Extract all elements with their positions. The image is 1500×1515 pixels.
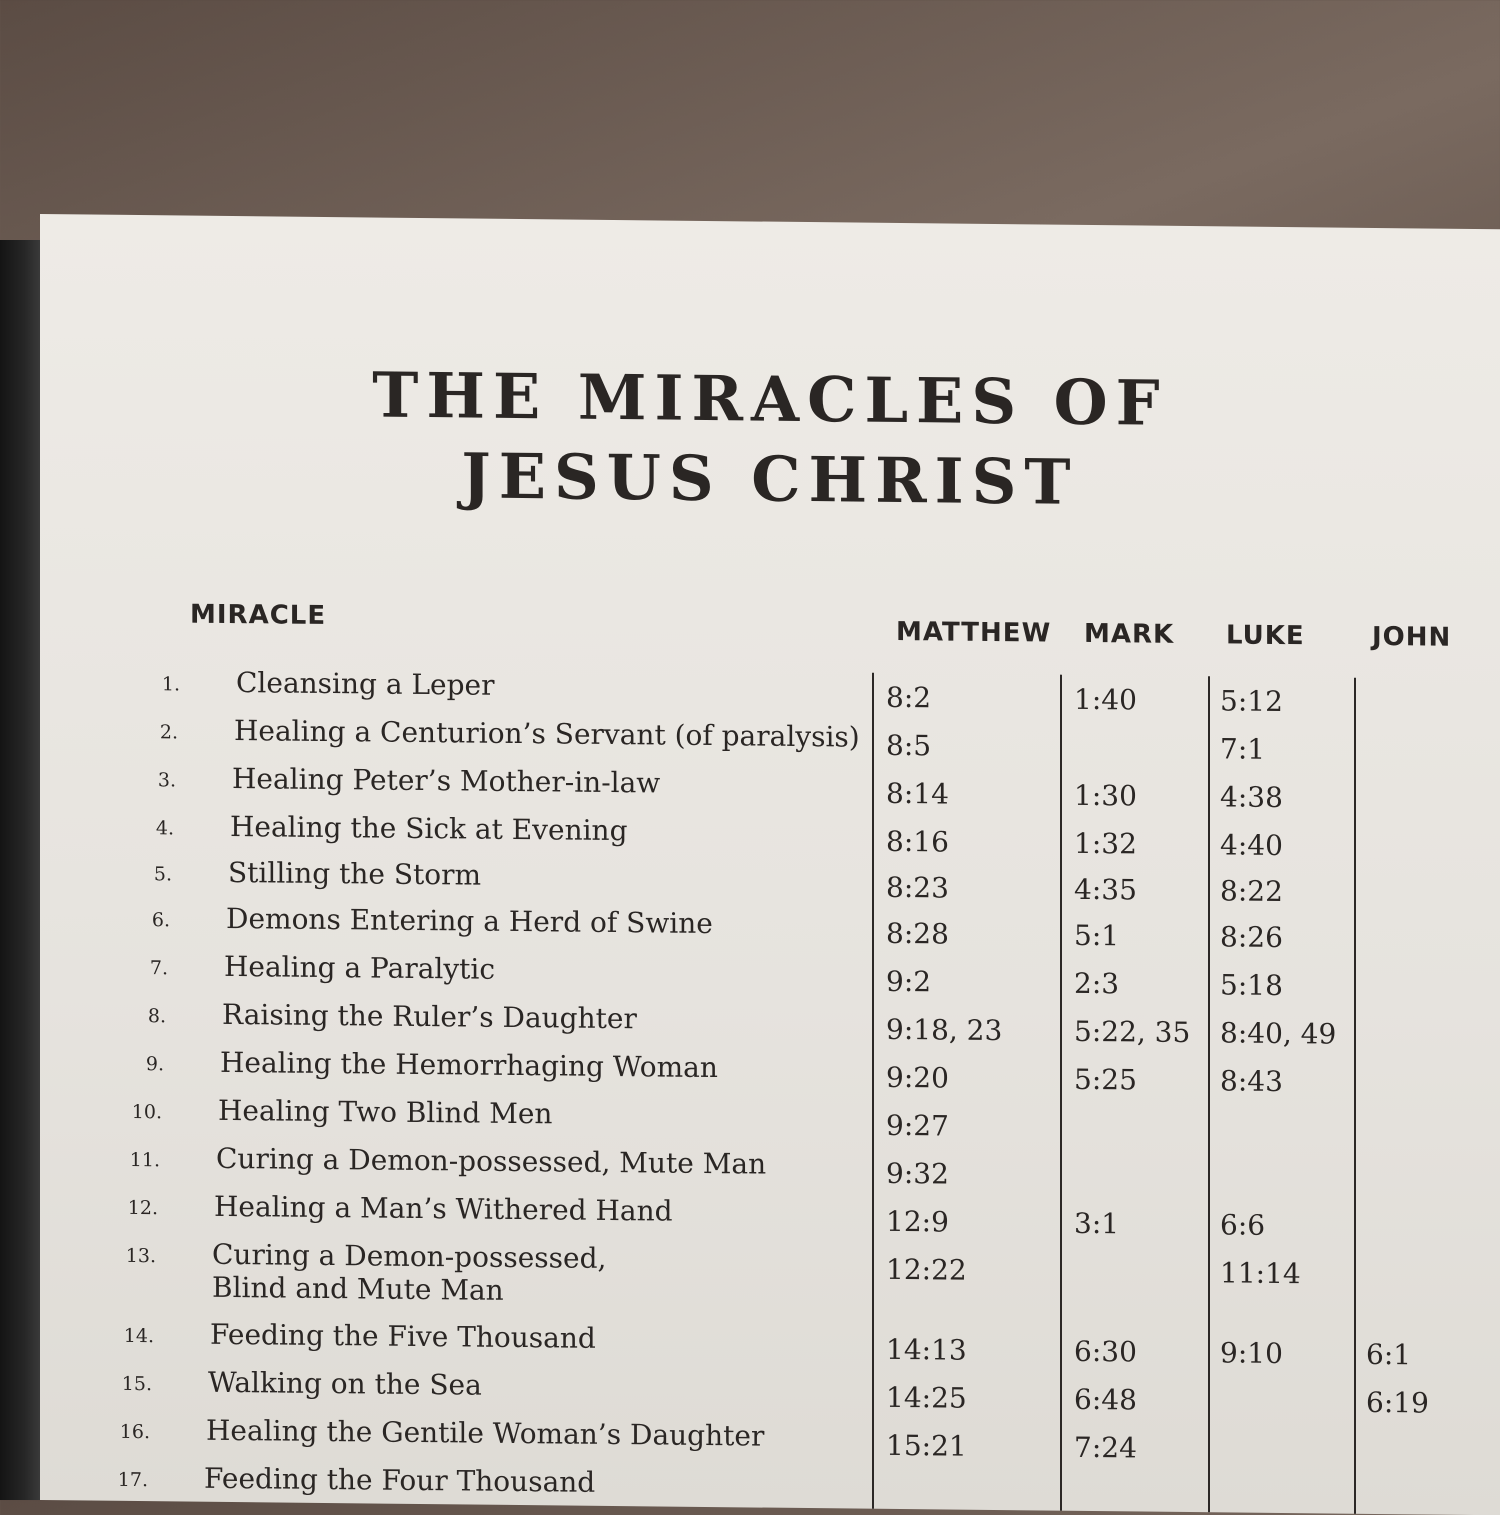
miracle-name (208, 1366, 482, 1402)
ref-matthew: 9:27 (886, 1108, 949, 1143)
row-number: 12. (127, 1196, 158, 1220)
row-number: 3. (157, 769, 176, 792)
ref-mark: 6:48 (1074, 1382, 1137, 1417)
miracle-name (206, 1414, 764, 1453)
ref-luke: 8:43 (1220, 1064, 1283, 1099)
ref-matthew: 12:22 (886, 1252, 967, 1287)
miracle-name (234, 714, 860, 754)
ref-matthew: 14:25 (886, 1380, 967, 1415)
ref-luke: 11:14 (1220, 1256, 1301, 1291)
miracle-name (226, 902, 713, 940)
ref-mark: 7:24 (1074, 1430, 1137, 1465)
miracle-name-line-1: Healing the Gentile Woman’s Daughter (206, 1413, 765, 1453)
ref-matthew: 8:5 (886, 728, 932, 763)
miracles-table (40, 594, 1500, 1515)
ref-mark: 6:30 (1074, 1334, 1137, 1369)
ref-luke: 9:10 (1220, 1336, 1283, 1371)
miracle-name-line-1: Healing Two Blind Men (218, 1093, 553, 1131)
ref-luke: 5:12 (1220, 684, 1283, 719)
ref-luke: 4:40 (1220, 828, 1283, 863)
miracle-name-line-1: Healing a Centurion’s Servant (of paralysis) (234, 714, 860, 754)
row-number: 14. (123, 1324, 154, 1348)
title-line-1: THE MIRACLES OF (372, 358, 1168, 440)
miracle-name-line-1: Feeding the Four Thousand (204, 1461, 596, 1499)
ref-luke: 7:1 (1220, 732, 1266, 766)
ref-luke: 5:18 (1220, 968, 1283, 1003)
ref-luke: 4:38 (1220, 780, 1283, 815)
ref-luke: 8:26 (1220, 920, 1283, 955)
miracle-name-line-1: Healing Peter’s Mother-in-law (232, 762, 661, 800)
ref-john: 6:1 (1366, 1337, 1412, 1372)
column-header-matthew: MATTHEW (896, 616, 1052, 649)
miracle-name (210, 1318, 596, 1355)
ref-matthew: 14:13 (886, 1332, 967, 1367)
column-header-mark: MARK (1084, 618, 1175, 650)
row-number: 13. (125, 1244, 156, 1268)
row-number: 1. (161, 673, 180, 696)
miracle-name (212, 1238, 606, 1308)
row-number: 17. (117, 1468, 148, 1492)
miracle-name (224, 950, 495, 986)
miracle-name-line-1: Stilling the Storm (228, 855, 482, 892)
ref-mark: 5:25 (1074, 1062, 1137, 1097)
row-number: 4. (155, 817, 174, 840)
ref-matthew: 9:18, 23 (886, 1012, 1003, 1048)
row-number: 15. (121, 1372, 152, 1396)
miracle-name (214, 1190, 673, 1228)
column-header-miracle: MIRACLE (190, 599, 327, 631)
ref-mark: 2:3 (1074, 966, 1120, 1001)
row-number: 16. (119, 1420, 150, 1444)
ref-matthew: 8:2 (886, 680, 932, 715)
miracle-name-line-1: Healing a Paralytic (224, 949, 496, 986)
miracle-name-line-1: Walking on the Sea (208, 1365, 482, 1402)
ref-matthew: 8:23 (886, 870, 949, 905)
miracle-name (204, 1462, 595, 1499)
ref-mark: 1:40 (1074, 682, 1137, 717)
miracle-name (230, 810, 628, 847)
miracle-name (232, 762, 660, 799)
ref-luke: 8:40, 49 (1220, 1016, 1337, 1051)
page-title (40, 352, 1500, 527)
ref-mark: 5:1 (1074, 918, 1120, 953)
miracle-name-line-1: Healing a Man’s Withered Hand (214, 1189, 673, 1228)
miracle-name (236, 666, 495, 702)
miracle-name-line-1: Healing the Hemorrhaging Woman (220, 1045, 718, 1085)
miracle-name (222, 998, 637, 1035)
title-line-2: JESUS CHRIST (461, 439, 1079, 519)
ref-mark: 4:35 (1074, 872, 1137, 907)
row-number: 5. (153, 863, 172, 886)
ref-mark: 1:32 (1074, 826, 1137, 861)
miracle-name-line-1: Curing a Demon-possessed, (212, 1237, 607, 1275)
ref-matthew: 9:2 (886, 964, 932, 999)
ref-matthew: 8:16 (886, 824, 949, 859)
miracle-name-line-1: Curing a Demon-possessed, Mute Man (216, 1141, 767, 1181)
ref-matthew: 8:14 (886, 776, 949, 811)
ref-matthew: 8:28 (886, 916, 949, 951)
ref-mark: 5:22, 35 (1074, 1014, 1191, 1050)
book-page (40, 214, 1500, 1515)
row-number: 10. (131, 1100, 162, 1124)
miracle-name-line-1: Healing the Sick at Evening (230, 809, 628, 848)
column-header-john: JOHN (1372, 621, 1452, 653)
miracle-name-line-1: Feeding the Five Thousand (210, 1317, 596, 1355)
ref-luke: 6:6 (1220, 1208, 1266, 1242)
miracle-name (228, 856, 481, 892)
ref-john: 6:19 (1366, 1385, 1429, 1420)
miracle-name (216, 1142, 766, 1181)
row-number: 7. (149, 957, 168, 980)
miracle-name-line-1: Raising the Ruler’s Daughter (222, 997, 637, 1036)
ref-matthew: 15:21 (886, 1428, 967, 1463)
row-number: 6. (151, 909, 170, 932)
miracle-name (218, 1094, 552, 1131)
row-number: 11. (129, 1148, 160, 1172)
ref-matthew: 9:20 (886, 1060, 949, 1095)
row-number: 8. (147, 1005, 166, 1028)
ref-mark: 1:30 (1074, 778, 1137, 813)
miracle-name-line-1: Demons Entering a Herd of Swine (226, 901, 713, 941)
ref-matthew: 12:9 (886, 1204, 949, 1239)
miracle-name (220, 1046, 718, 1084)
miracle-name-line-1: Cleansing a Leper (236, 666, 495, 702)
row-number: 9. (145, 1053, 164, 1076)
ref-matthew: 9:32 (886, 1156, 949, 1191)
miracle-name-line-2: Blind and Mute Man (212, 1270, 504, 1307)
row-number: 2. (159, 721, 178, 744)
ref-mark: 3:1 (1074, 1206, 1120, 1241)
ref-luke: 8:22 (1220, 874, 1283, 909)
column-header-luke: LUKE (1226, 620, 1305, 652)
